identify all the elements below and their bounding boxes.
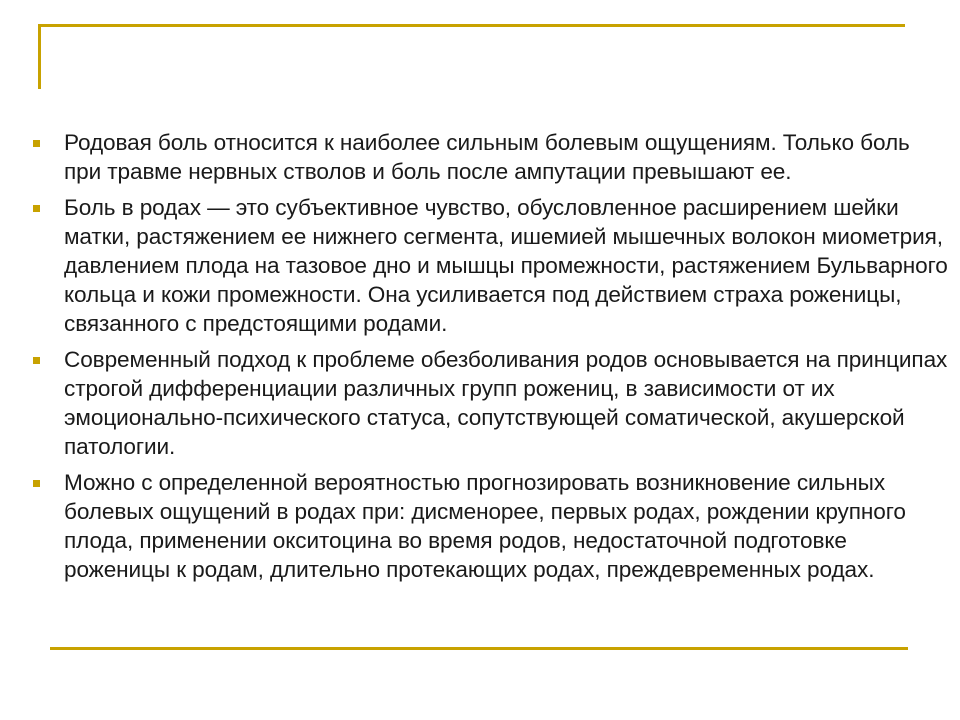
frame-left-accent-line bbox=[38, 24, 41, 89]
frame-bottom-accent-line bbox=[50, 647, 908, 650]
bullet-text: Родовая боль относится к наиболее сильным болевым ощущениям. Только боль при травме нервных стволов и боль после ампутации превышают ее. bbox=[64, 130, 910, 184]
slide-content bbox=[24, 128, 949, 591]
bullet-text: Можно с определенной вероятностью прогнозировать возникновение сильных болевых ощущений в родах при: дисменорее, первых родах, рождении крупного плода, применении окситоцина во время родов, недостаточной подготовке роженицы к родам, длительно протекающих родах, преждевременных родах. bbox=[64, 470, 906, 582]
square-bullet-icon bbox=[33, 480, 40, 487]
frame-top-accent-line bbox=[38, 24, 905, 27]
bullet-item-pain-definition bbox=[24, 193, 949, 338]
square-bullet-icon bbox=[33, 357, 40, 364]
bullet-item-modern-approach bbox=[24, 345, 949, 461]
square-bullet-icon bbox=[33, 205, 40, 212]
bullet-text: Современный подход к проблеме обезболивания родов основывается на принципах строгой дифференциации различных групп рожениц, в зависимости от их эмоционально-психического статуса, сопутствующей соматической, акушерской патологии. bbox=[64, 347, 948, 459]
bullet-item-risk-factors bbox=[24, 468, 949, 584]
bullet-item-labor-pain bbox=[24, 128, 949, 186]
square-bullet-icon bbox=[33, 140, 40, 147]
bullet-list bbox=[24, 128, 949, 584]
bullet-text: Боль в родах — это субъективное чувство, обусловленное расширением шейки матки, растяжением ее нижнего сегмента, ишемией мышечных волокон миометрия, давлением плода на тазовое дно и мышцы промежности, растяжением Бульварного кольца и кожи промежности. Она усиливается под действием страха роженицы, связанного с предстоящими родами. bbox=[64, 195, 948, 336]
